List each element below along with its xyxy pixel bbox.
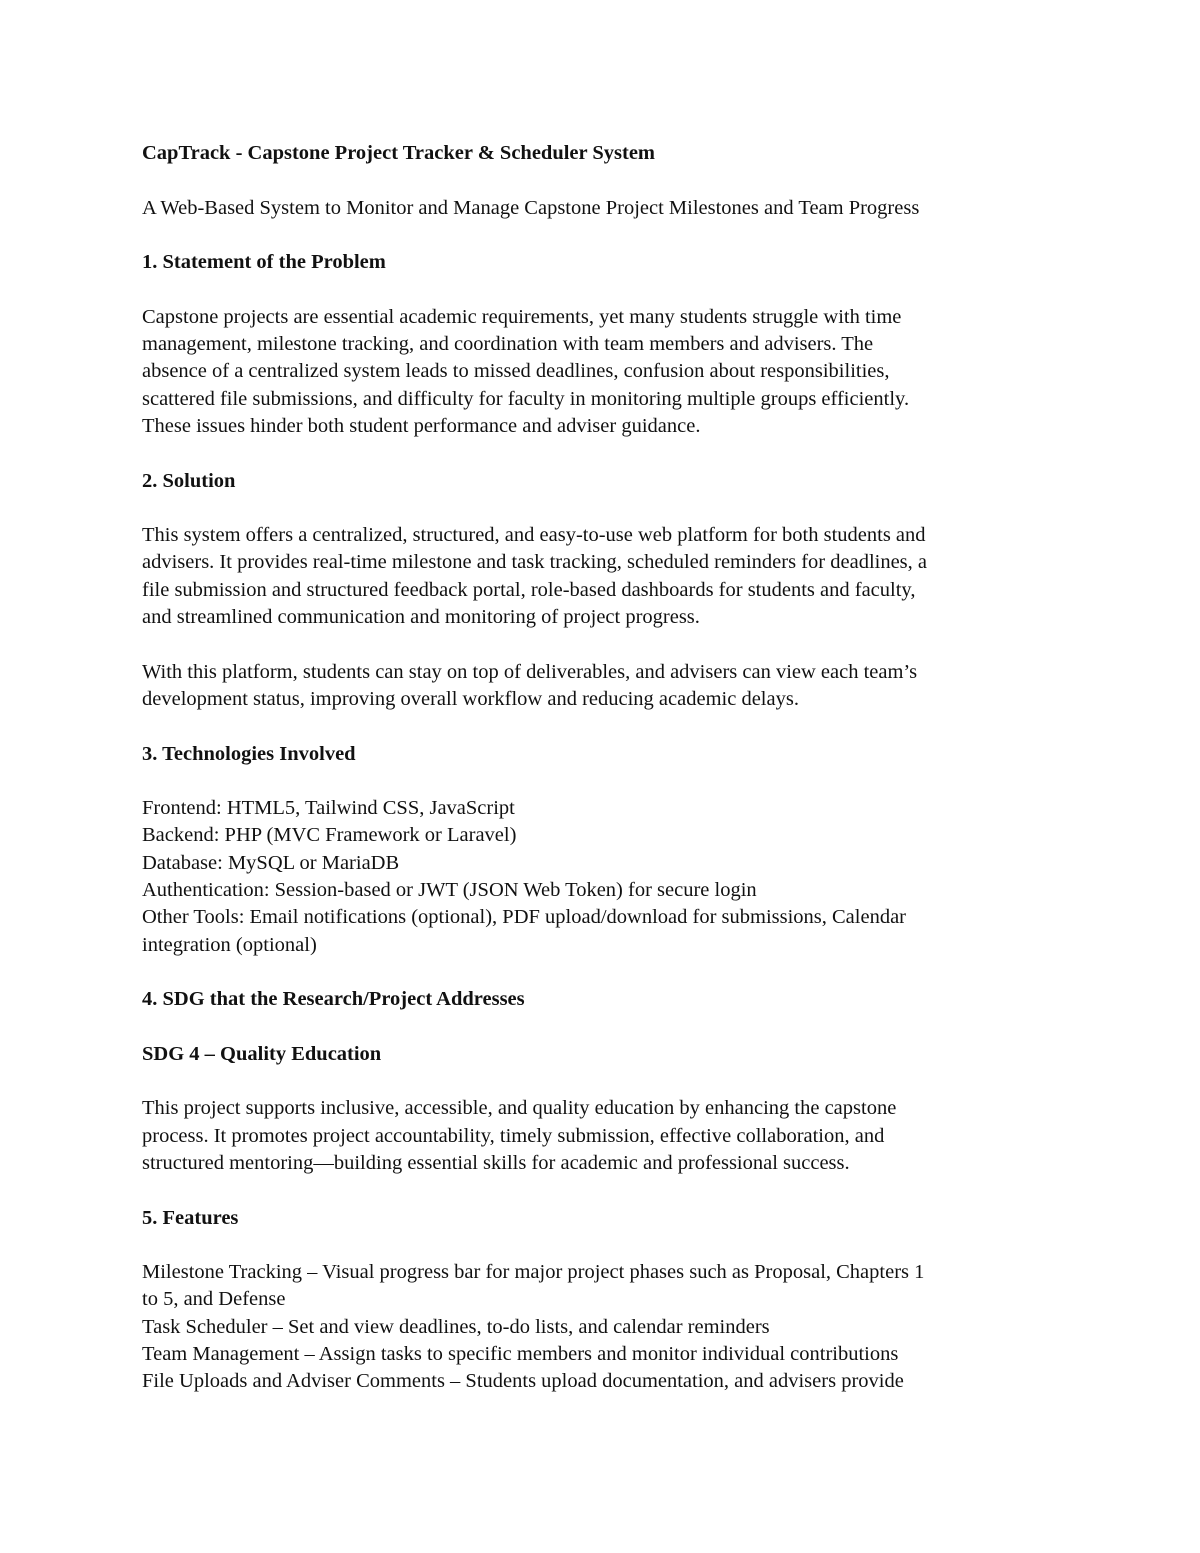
- problem-line: Capstone projects are essential academic requirements, yet many students struggle with time: [142, 305, 902, 328]
- document-title: CapTrack - Capstone Project Tracker & Scheduler System: [142, 142, 656, 164]
- technology-line: Other Tools: Email notifications (optional), PDF upload/download for submissions, Calendar: [142, 906, 907, 929]
- solution-line: development status, improving overall workflow and reducing academic delays.: [142, 687, 799, 710]
- solution-line: advisers. It provides real-time milestone and task tracking, scheduled reminders for deadlines, a: [142, 551, 928, 574]
- sdg-subheading: SDG 4 – Quality Education: [142, 1042, 382, 1065]
- feature-line: Task Scheduler – Set and view deadlines, to-do lists, and calendar reminders: [142, 1315, 770, 1338]
- sdg-line: structured mentoring—building essential skills for academic and professional success.: [142, 1151, 850, 1174]
- section-heading-sdg: 4. SDG that the Research/Project Addresses: [142, 988, 525, 1011]
- feature-line: Team Management – Assign tasks to specific members and monitor individual contributions: [142, 1343, 899, 1366]
- solution-line: file submission and structured feedback portal, role-based dashboards for students and faculty,: [142, 578, 916, 601]
- feature-line: to 5, and Defense: [142, 1288, 286, 1311]
- technology-line: Authentication: Session-based or JWT (JSON Web Token) for secure login: [142, 879, 757, 902]
- technology-line: Frontend: HTML5, Tailwind CSS, JavaScript: [142, 797, 515, 820]
- section-heading-solution: 2. Solution: [142, 469, 236, 492]
- section-heading-technologies: 3. Technologies Involved: [142, 742, 356, 765]
- section-heading-problem: 1. Statement of the Problem: [142, 251, 386, 274]
- feature-line: File Uploads and Adviser Comments – Students upload documentation, and advisers provide: [142, 1370, 904, 1393]
- solution-line: With this platform, students can stay on top of deliverables, and advisers can view each team’s: [142, 660, 918, 683]
- document-page: [142, 140, 1062, 1396]
- technology-line: Backend: PHP (MVC Framework or Laravel): [142, 824, 517, 847]
- section-heading-features: 5. Features: [142, 1206, 239, 1229]
- problem-line: absence of a centralized system leads to missed deadlines, confusion about responsibilities,: [142, 360, 890, 383]
- feature-line: Milestone Tracking – Visual progress bar for major project phases such as Proposal, Chapters 1: [142, 1261, 925, 1284]
- sdg-line: This project supports inclusive, accessible, and quality education by enhancing the capstone: [142, 1097, 897, 1120]
- sdg-line: process. It promotes project accountability, timely submission, effective collaboration, and: [142, 1124, 885, 1147]
- document-subtitle: A Web-Based System to Monitor and Manage Capstone Project Milestones and Team Progress: [142, 196, 920, 219]
- problem-line: scattered file submissions, and difficulty for faculty in monitoring multiple groups efficiently.: [142, 387, 910, 410]
- technology-line: integration (optional): [142, 933, 317, 956]
- problem-line: management, milestone tracking, and coordination with team members and advisers. The: [142, 333, 874, 356]
- problem-line: These issues hinder both student performance and adviser guidance.: [142, 414, 701, 437]
- solution-line: and streamlined communication and monitoring of project progress.: [142, 606, 700, 629]
- technology-line: Database: MySQL or MariaDB: [142, 851, 400, 874]
- solution-line: This system offers a centralized, structured, and easy-to-use web platform for both students and: [142, 524, 926, 547]
